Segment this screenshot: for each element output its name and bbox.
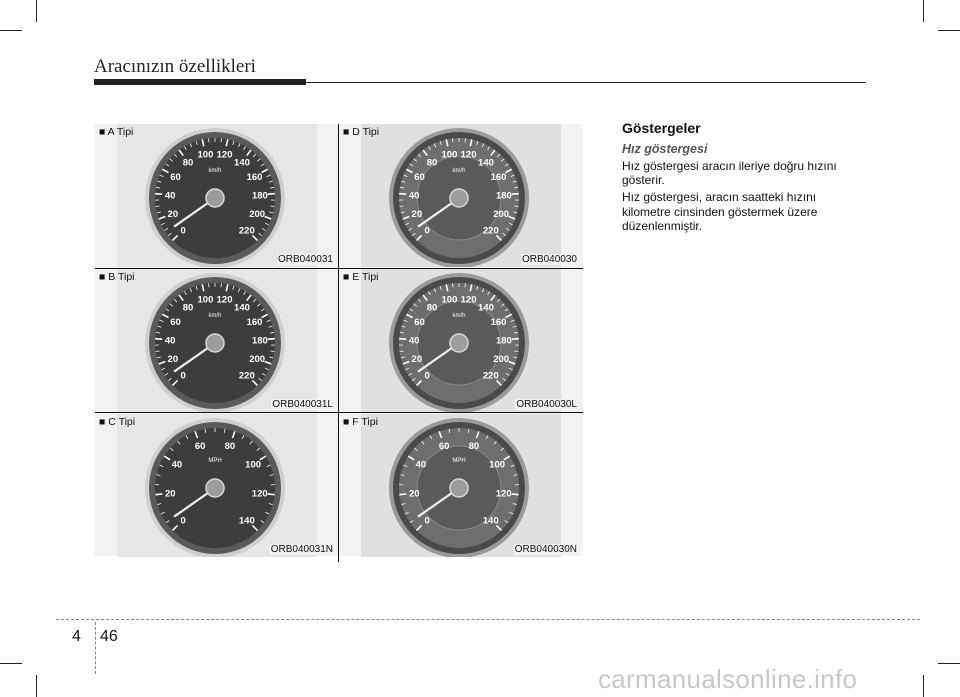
image-code: ORB040030N	[514, 544, 577, 555]
tick-label: 60	[194, 441, 206, 453]
tick-label: 160	[490, 171, 507, 183]
crop-mark	[0, 30, 22, 31]
unit-label: km/h	[208, 168, 222, 174]
tick-label: 40	[164, 190, 176, 202]
tick-label: 80	[426, 302, 438, 314]
tick-label: 20	[167, 354, 179, 366]
tick-label: 0	[424, 515, 430, 527]
crop-mark	[923, 675, 924, 697]
crop-mark	[36, 0, 37, 22]
tick-label: 0	[424, 370, 430, 382]
unit-label: km/h	[452, 168, 466, 174]
image-code: ORB040031N	[270, 544, 333, 555]
panel-label: ■ B Tipi	[99, 271, 135, 283]
panel-f	[339, 414, 582, 557]
tick-label: 20	[164, 488, 176, 500]
tick-label: 100	[441, 294, 458, 306]
tick-label: 120	[216, 149, 233, 161]
tick-label: 100	[245, 459, 262, 471]
chapter-number: 4	[72, 628, 81, 645]
needle-hub	[450, 189, 468, 207]
panel-label: ■ D Tipi	[343, 126, 380, 138]
tick-mark	[514, 351, 518, 352]
tick-label: 160	[246, 316, 263, 328]
paragraph: Hız göstergesi, aracın saatteki hızını kilometre cinsinden göstermek üzere düzenlenmiştir.	[622, 190, 818, 233]
tick-label: 60	[170, 316, 181, 328]
needle-hub	[206, 189, 224, 207]
speedometer-graphic	[95, 414, 338, 557]
tick-mark	[514, 206, 518, 207]
tick-label: 160	[246, 171, 263, 183]
tick-label: 180	[495, 335, 512, 347]
tick-label: 100	[197, 294, 214, 306]
speedometer-figure	[95, 124, 583, 556]
tick-label: 0	[180, 370, 186, 382]
tick-mark	[270, 351, 274, 352]
speedometer-graphic	[339, 124, 582, 267]
crop-mark	[0, 663, 22, 664]
tick-label: 40	[415, 459, 427, 471]
tick-label: 20	[411, 354, 423, 366]
tick-label: 100	[197, 149, 214, 161]
crop-mark	[938, 663, 960, 664]
header-bar	[94, 79, 306, 85]
tick-label: 100	[441, 149, 458, 161]
crop-mark	[36, 675, 37, 697]
speedometer-graphic	[95, 124, 338, 267]
tick-label: 0	[424, 225, 430, 237]
tick-label: 140	[234, 302, 250, 314]
footer-rule	[56, 619, 920, 620]
tick-label: 200	[249, 209, 266, 221]
tick-label: 40	[164, 335, 176, 347]
speedometer-graphic	[339, 414, 582, 557]
panel-label: ■ C Tipi	[99, 416, 136, 428]
tick-mark	[399, 494, 406, 495]
tick-label: 80	[224, 441, 236, 453]
tick-label: 180	[251, 190, 268, 202]
tick-mark	[155, 494, 162, 495]
panel-e	[339, 269, 582, 412]
tick-label: 80	[426, 157, 438, 169]
needle-hub	[206, 479, 224, 497]
panel-label: ■ E Tipi	[343, 271, 379, 283]
figure-divider	[338, 124, 339, 562]
page-number: 46	[100, 628, 118, 645]
speedometer-graphic	[95, 269, 338, 412]
tick-label: 120	[460, 149, 477, 161]
tick-label: 220	[482, 225, 499, 237]
image-code: ORB040031	[277, 254, 333, 265]
tick-label: 120	[251, 488, 268, 500]
needle-hub	[206, 334, 224, 352]
tick-label: 180	[495, 190, 512, 202]
tick-label: 20	[408, 488, 420, 500]
tick-label: 100	[489, 459, 506, 471]
tick-label: 60	[414, 316, 425, 328]
section-title: Göstergeler	[622, 120, 701, 136]
page-header-title: Aracınızın özellikleri	[94, 56, 256, 77]
tick-label: 40	[408, 190, 420, 202]
tick-label: 80	[182, 302, 194, 314]
paragraph: Hız göstergesi aracın ileriye doğru hızını gösterir.	[622, 159, 837, 188]
tick-label: 20	[167, 209, 179, 221]
tick-label: 220	[238, 225, 255, 237]
tick-label: 80	[468, 441, 480, 453]
tick-mark	[270, 206, 274, 207]
text-column	[622, 120, 868, 236]
tick-mark	[400, 206, 404, 207]
tick-label: 140	[234, 157, 250, 169]
figure-divider	[95, 412, 583, 413]
header-rule	[306, 82, 866, 83]
unit-label: MPH	[452, 458, 466, 464]
figure-divider	[95, 268, 583, 269]
tick-label: 200	[493, 209, 510, 221]
panel-b	[95, 269, 338, 412]
tick-label: 140	[478, 157, 494, 169]
tick-label: 160	[490, 316, 507, 328]
panel-a	[95, 124, 338, 267]
tick-mark	[268, 494, 275, 495]
tick-label: 200	[493, 354, 510, 366]
image-code: ORB040031L	[272, 399, 333, 410]
needle-hub	[450, 479, 468, 497]
panel-label: ■ A Tipi	[99, 126, 134, 138]
tick-label: 220	[238, 370, 255, 382]
watermark: carmanualsonline.info	[598, 664, 858, 694]
tick-label: 220	[482, 370, 499, 382]
tick-label: 60	[414, 171, 425, 183]
tick-label: 40	[171, 459, 183, 471]
tick-label: 0	[180, 225, 186, 237]
panel-d	[339, 124, 582, 267]
tick-label: 200	[249, 354, 266, 366]
unit-label: km/h	[208, 313, 222, 319]
tick-label: 120	[216, 294, 233, 306]
unit-label: MPH	[208, 458, 222, 464]
image-code: ORB040030L	[516, 399, 577, 410]
tick-mark	[512, 494, 519, 495]
tick-label: 60	[170, 171, 181, 183]
crop-mark	[923, 0, 924, 22]
tick-mark	[400, 351, 404, 352]
tick-label: 180	[251, 335, 268, 347]
footer-divider	[95, 622, 96, 674]
tick-label: 140	[478, 302, 494, 314]
speedometer-graphic	[339, 269, 582, 412]
image-code: ORB040030	[521, 254, 577, 265]
panel-label: ■ F Tipi	[343, 416, 378, 428]
tick-label: 0	[180, 515, 186, 527]
unit-label: km/h	[452, 313, 466, 319]
tick-label: 120	[460, 294, 477, 306]
tick-label: 20	[411, 209, 423, 221]
tick-label: 140	[238, 515, 255, 527]
tick-label: 140	[482, 515, 499, 527]
tick-mark	[156, 351, 160, 352]
tick-mark	[156, 206, 160, 207]
subsection-title: Hız göstergesi	[622, 142, 708, 156]
tick-label: 40	[408, 335, 420, 347]
tick-label: 80	[182, 157, 194, 169]
crop-mark	[938, 30, 960, 31]
tick-label: 60	[438, 441, 450, 453]
tick-label: 120	[495, 488, 512, 500]
needle-hub	[450, 334, 468, 352]
panel-c	[95, 414, 338, 557]
